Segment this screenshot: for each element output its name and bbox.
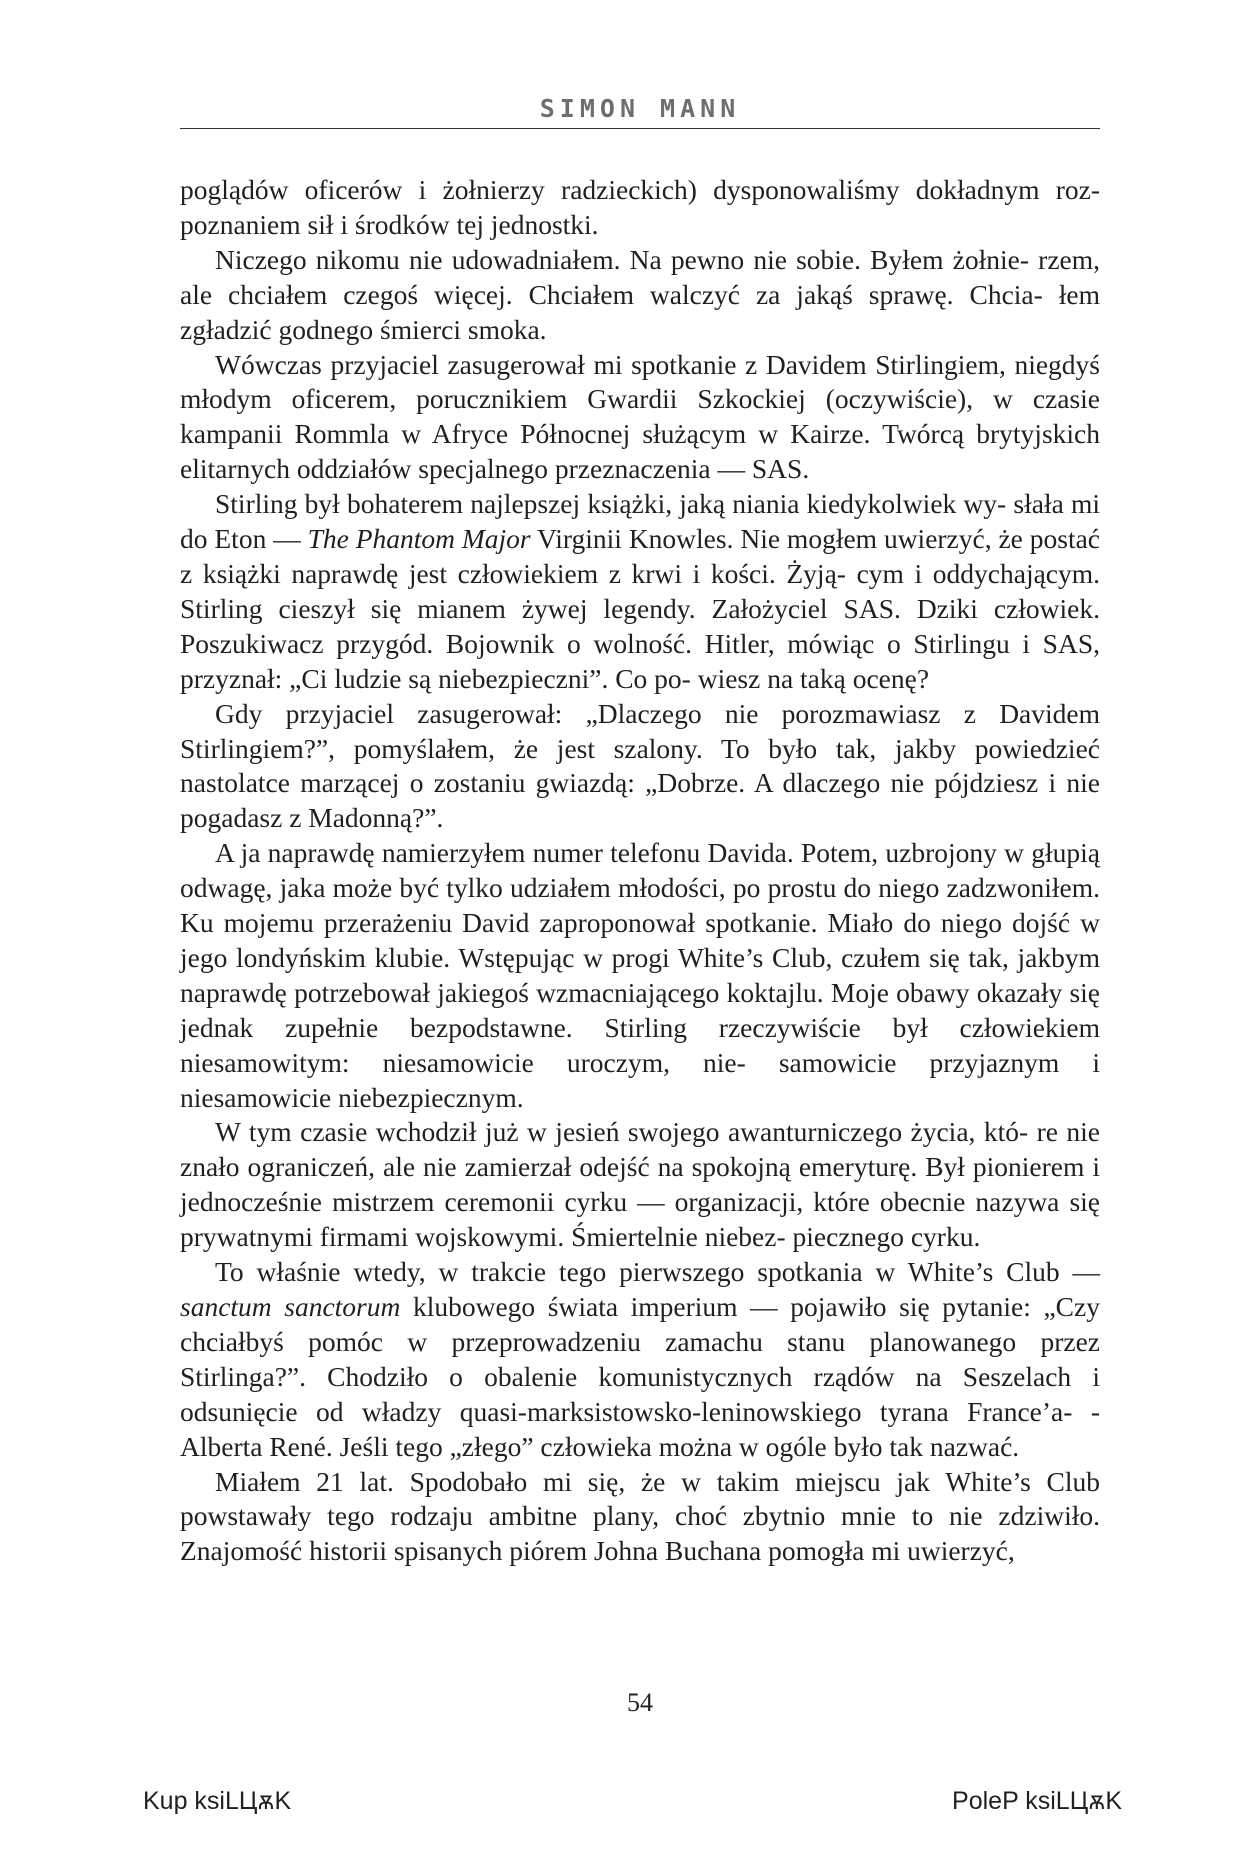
page-number: 54 — [627, 1688, 653, 1717]
body-text — [180, 173, 1100, 1569]
text-line: „Czy chciałbyś pomóc w przeprowadzeniu zamachu stanu planowanego — [180, 1291, 1100, 1357]
text-line: i odsunięcie od władzy quasi-marksistowsko-leninowskiego tyrana France’a- — [180, 1360, 1100, 1427]
text-line: cym i oddychającym. Stirling cieszył się mianem żywej legendy. Założyciel — [180, 557, 1101, 624]
text-line: obecnie nazywa się prywatnymi firmami wojskowymi. Śmiertelnie niebez- — [180, 1186, 1100, 1253]
paragraph — [180, 1255, 1100, 1464]
text-line: przez Stirlinga?”. Chodziło o obalenie komunistycznych rządów na Seszelach — [180, 1325, 1100, 1392]
text-line: mówiąc o Stirlingu i SAS, przyznał: „Ci ludzie są niebezpieczni”. Co po- — [180, 627, 1100, 694]
paragraph — [180, 836, 1100, 1115]
paragraph — [180, 487, 1100, 696]
text-line: Niczego nikomu nie udowadniałem. Na pewno nie sobie. Byłem żołnie- — [215, 243, 1029, 275]
text-line: słała mi do Eton — — [180, 488, 1100, 555]
text-line: Znajomość historii spisanych piórem Johna Buchana pomogła mi uwierzyć, — [180, 1535, 1015, 1567]
text-line: niego zadzwoniłem. Ku mojemu przerażeniu David zaproponował spotkanie. — [180, 872, 1101, 939]
text-line: rzem, ale chciałem czegoś więcej. Chciałem walczyć za jakąś sprawę. Chcia- — [180, 243, 1100, 310]
text-line: nastolatce marzącej o zostaniu gwiazdą: „Dobrze. A dlaczego nie pójdziesz — [180, 767, 1039, 799]
text-line: Miało do niego dojść w jego londyńskim klubie. Wstępując w progi White’s — [180, 907, 1100, 973]
text-line: uwierzyć, że postać z książki naprawdę jest człowiekiem z krwi i kości. Żyją- — [180, 523, 1101, 589]
footer-recommend-link[interactable]: PoleP ksiLЦѫK — [952, 1787, 1122, 1815]
running-head: SIMON MANN — [539, 94, 741, 123]
paragraph — [180, 243, 1100, 348]
text-line: w czasie kampanii Rommla w Afryce Północnej służącym w Kairze. Twórcą — [180, 383, 1100, 450]
text-line: brytyjskich elitarnych oddziałów specjalnego przeznaczenia — SAS. — [180, 418, 1100, 485]
paragraph — [180, 348, 1100, 488]
paragraph — [180, 1465, 1100, 1570]
text-line: W tym czasie wchodził już w jesień swojego awanturniczego życia, któ- — [215, 1116, 1029, 1148]
text-line: -Alberta René. Jeśli tego „złego” człowieka można w ogóle było tak nazwać. — [180, 1395, 1100, 1462]
text-line: re nie znało ograniczeń, ale nie zamierzał odejść na spokojną emeryturę. — [180, 1116, 1100, 1183]
text-line: łem zgładzić godnego śmierci smoka. — [180, 278, 1101, 345]
header-rule — [180, 128, 1100, 129]
latin-phrase: sanctum sanctorum — [180, 1291, 401, 1322]
text-line: Stirling był bohaterem najlepszej książki, jaką niania kiedykolwiek wy- — [215, 488, 1007, 520]
text-line: poglądów oficerów i żołnierzy radzieckich) dysponowaliśmy dokładnym roz- — [180, 174, 1100, 205]
book-title: The Phantom Major — [307, 523, 531, 555]
paragraph — [180, 697, 1100, 837]
text-line: rzeczywiście był człowiekiem niesamowitym: niesamowicie uroczym, nie- — [180, 1011, 1100, 1078]
text-line: niegdyś młodym oficerem, porucznikiem Gwardii Szkockiej (oczywiście), — [180, 348, 1101, 415]
text-line: Gdy przyjaciel zasugerował: „Dlaczego nie porozmawiasz z Davidem — [215, 697, 1100, 729]
text-line: To właśnie wtedy, w trakcie tego pierwszego spotkania w White’s Club — [215, 1256, 1060, 1288]
text-line: poznaniem sił i środków tej jednostki. — [180, 208, 599, 240]
text-line: piecznego cyrku. — [792, 1221, 981, 1253]
paragraph — [180, 1115, 1100, 1255]
text-line: samowicie przyjaznym i niesamowicie niebezpiecznym. — [180, 1046, 1101, 1113]
text-line: Wówczas przyjaciel zasugerował mi spotkanie z Davidem Stirlingiem, — [215, 348, 1006, 380]
text-line: Miałem 21 lat. Spodobało mi się, że w takim miejscu jak White’s Club — [215, 1465, 1100, 1497]
text-line: wiesz na taką ocenę? — [697, 662, 930, 694]
text-line: powstawały tego rodzaju ambitne plany, choć zbytnio mnie to nie zdziwiło. — [180, 1500, 1100, 1532]
text-line: Stirlingiem?”, pomyślałem, że jest szalony. To było tak, jakby powiedzieć — [180, 732, 1100, 764]
text-line: w głupią odwagę, jaka może być tylko udziałem młodości, po prostu do — [180, 837, 1100, 904]
paragraph — [180, 173, 1100, 243]
text-line: Był pionierem i jednocześnie mistrzem ceremonii cyrku — organizacji, które — [180, 1151, 1100, 1218]
text-line: — — [1072, 1256, 1100, 1288]
text-line: koktajlu. Moje obawy okazały się jednak zupełnie bezpodstawne. Stirling — [180, 976, 1101, 1043]
text-line: A ja naprawdę namierzyłem numer telefonu Davida. Potem, uzbrojony — [215, 837, 997, 869]
text-line: Club, czułem się tak, jakbym naprawdę potrzebował jakiegoś wzmacniającego — [180, 941, 1100, 1008]
text-line: SAS. Dziki człowiek. Poszukiwacz przygód. Bojownik o wolność. Hitler, — [180, 592, 1101, 659]
footer-buy-link[interactable]: Kup ksiLЦѫK — [143, 1787, 292, 1815]
text-line: Virginii Knowles. Nie mogłem — [530, 523, 878, 555]
text-line: klubowego świata imperium — pojawiło się pytanie: — [400, 1291, 1031, 1322]
text-line: i nie pogadasz z Madonną?”. — [180, 767, 1101, 834]
